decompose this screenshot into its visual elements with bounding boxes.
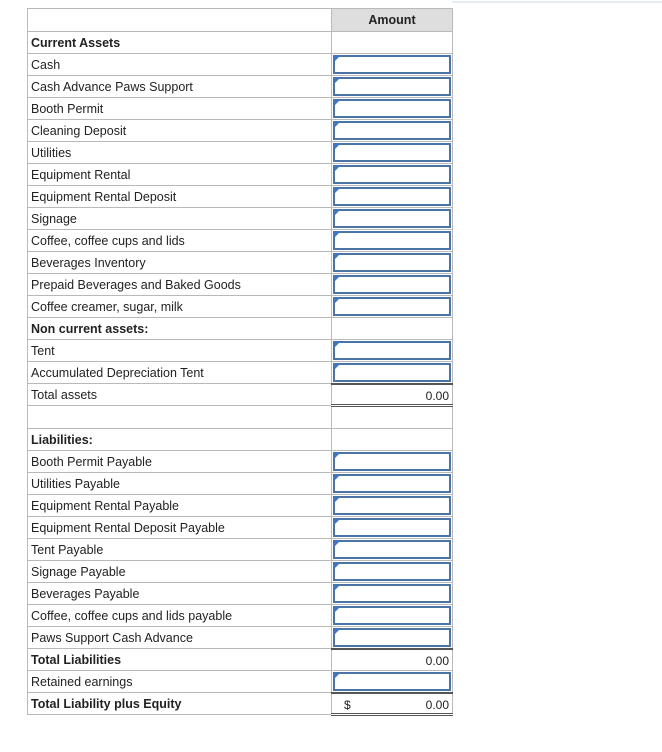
- row-label-retained-earnings: Retained earnings: [28, 671, 332, 693]
- amount-cell: [332, 230, 453, 252]
- table-row: [28, 671, 453, 693]
- amount-input-prepaid-beverages-and-baked-goods[interactable]: [333, 275, 451, 294]
- row-label-paws-support-cash-advance: Paws Support Cash Advance: [28, 627, 332, 649]
- amount-input-tent-payable[interactable]: [333, 540, 451, 559]
- amount-input-utilities-payable[interactable]: [333, 474, 451, 493]
- row-label-total-liability-plus-equity: Total Liability plus Equity: [28, 693, 332, 715]
- amount-input-signage[interactable]: [333, 209, 451, 228]
- row-label-cash-advance-paws-support: Cash Advance Paws Support: [28, 76, 332, 98]
- row-label-equipment-rental-deposit: Equipment Rental Deposit: [28, 186, 332, 208]
- amount-input-utilities[interactable]: [333, 143, 451, 162]
- table-row: [28, 627, 453, 649]
- header-row: [28, 9, 453, 32]
- total-value: 0.00: [425, 653, 449, 668]
- row-label-booth-permit: Booth Permit: [28, 98, 332, 120]
- amount-cell: [332, 252, 453, 274]
- table-row: [28, 362, 453, 384]
- total-cell-total-assets: [332, 384, 453, 406]
- table-row: [28, 451, 453, 473]
- currency-symbol: $: [344, 697, 351, 712]
- amount-cell: [332, 473, 453, 495]
- table-row: [28, 230, 453, 252]
- amount-input-coffee-coffee-cups-and-lids-payable[interactable]: [333, 606, 451, 625]
- amount-cell: [332, 340, 453, 362]
- amount-column-header: Amount: [332, 9, 453, 32]
- row-label-accumulated-depreciation-tent: Accumulated Depreciation Tent: [28, 362, 332, 384]
- amount-cell: [332, 98, 453, 120]
- row-label-signage-payable: Signage Payable: [28, 561, 332, 583]
- row-label-current-assets: Current Assets: [28, 32, 332, 54]
- empty-amount-cell: [332, 32, 453, 54]
- amount-input-booth-permit-payable[interactable]: [333, 452, 451, 471]
- amount-cell: [332, 208, 453, 230]
- amount-cell: [332, 671, 453, 693]
- amount-cell: [332, 54, 453, 76]
- amount-cell: [332, 186, 453, 208]
- table-row: [28, 120, 453, 142]
- row-label-total-assets: Total assets: [28, 384, 332, 406]
- table-row: [28, 76, 453, 98]
- amount-cell: [332, 274, 453, 296]
- amount-input-beverages-inventory[interactable]: [333, 253, 451, 272]
- total-cell-total-liability-plus-equity: [332, 693, 453, 715]
- table-row: [28, 473, 453, 495]
- total-cell-total-liabilities: [332, 649, 453, 671]
- amount-input-coffee-creamer-sugar-milk[interactable]: [333, 297, 451, 316]
- table-row: [28, 32, 453, 54]
- row-label-prepaid-beverages-and-baked-goods: Prepaid Beverages and Baked Goods: [28, 274, 332, 296]
- amount-input-equipment-rental-deposit-payable[interactable]: [333, 518, 451, 537]
- table-row: [28, 54, 453, 76]
- row-label-utilities-payable: Utilities Payable: [28, 473, 332, 495]
- table-row: [28, 561, 453, 583]
- row-label-tent: Tent: [28, 340, 332, 362]
- table-row: [28, 164, 453, 186]
- table-row: [28, 649, 453, 671]
- table-row: [28, 384, 453, 406]
- amount-cell: [332, 142, 453, 164]
- row-label-tent-payable: Tent Payable: [28, 539, 332, 561]
- row-label-blank: [28, 406, 332, 429]
- amount-input-booth-permit[interactable]: [333, 99, 451, 118]
- amount-cell: [332, 164, 453, 186]
- total-value: 0.00: [425, 388, 449, 403]
- amount-input-retained-earnings[interactable]: [333, 672, 451, 691]
- table-row: [28, 274, 453, 296]
- table-row: [28, 406, 453, 429]
- amount-cell: [332, 451, 453, 473]
- table-row: [28, 605, 453, 627]
- row-label-equipment-rental-deposit-payable: Equipment Rental Deposit Payable: [28, 517, 332, 539]
- amount-cell: [332, 362, 453, 384]
- row-label-utilities: Utilities: [28, 142, 332, 164]
- amount-input-cash[interactable]: [333, 55, 451, 74]
- table-row: [28, 186, 453, 208]
- row-label-coffee-coffee-cups-and-lids-payable: Coffee, coffee cups and lids payable: [28, 605, 332, 627]
- label-column-header: [28, 9, 332, 32]
- table-row: [28, 208, 453, 230]
- table-row: [28, 693, 453, 715]
- amount-input-cleaning-deposit[interactable]: [333, 121, 451, 140]
- amount-cell: [332, 627, 453, 649]
- empty-amount-cell: [332, 406, 453, 429]
- amount-input-coffee-coffee-cups-and-lids[interactable]: [333, 231, 451, 250]
- amount-input-paws-support-cash-advance[interactable]: [333, 628, 451, 647]
- amount-input-equipment-rental-deposit[interactable]: [333, 187, 451, 206]
- row-label-non-current-assets: Non current assets:: [28, 318, 332, 340]
- table-row: [28, 296, 453, 318]
- table-row: [28, 429, 453, 451]
- amount-input-tent[interactable]: [333, 341, 451, 360]
- amount-input-cash-advance-paws-support[interactable]: [333, 77, 451, 96]
- amount-cell: [332, 517, 453, 539]
- row-label-cleaning-deposit: Cleaning Deposit: [28, 120, 332, 142]
- table-row: [28, 517, 453, 539]
- row-label-booth-permit-payable: Booth Permit Payable: [28, 451, 332, 473]
- empty-amount-cell: [332, 429, 453, 451]
- amount-cell: [332, 539, 453, 561]
- table-row: [28, 539, 453, 561]
- empty-amount-cell: [332, 318, 453, 340]
- row-label-equipment-rental: Equipment Rental: [28, 164, 332, 186]
- table-row: [28, 583, 453, 605]
- row-label-equipment-rental-payable: Equipment Rental Payable: [28, 495, 332, 517]
- amount-cell: [332, 561, 453, 583]
- amount-input-equipment-rental-payable[interactable]: [333, 496, 451, 515]
- table-row: [28, 318, 453, 340]
- table-row: [28, 142, 453, 164]
- amount-cell: [332, 120, 453, 142]
- balance-sheet-table: [27, 8, 453, 716]
- amount-input-beverages-payable[interactable]: [333, 584, 451, 603]
- amount-input-accumulated-depreciation-tent[interactable]: [333, 363, 451, 382]
- sheet-body: [28, 32, 453, 715]
- row-label-liabilities: Liabilities:: [28, 429, 332, 451]
- row-label-beverages-payable: Beverages Payable: [28, 583, 332, 605]
- table-row: [28, 252, 453, 274]
- amount-cell: [332, 583, 453, 605]
- table-row: [28, 495, 453, 517]
- amount-cell: [332, 495, 453, 517]
- amount-cell: [332, 76, 453, 98]
- amount-cell: [332, 605, 453, 627]
- row-label-coffee-creamer-sugar-milk: Coffee creamer, sugar, milk: [28, 296, 332, 318]
- row-label-signage: Signage: [28, 208, 332, 230]
- row-label-coffee-coffee-cups-and-lids: Coffee, coffee cups and lids: [28, 230, 332, 252]
- row-label-total-liabilities: Total Liabilities: [28, 649, 332, 671]
- table-row: [28, 340, 453, 362]
- total-value: 0.00: [425, 697, 449, 712]
- amount-input-signage-payable[interactable]: [333, 562, 451, 581]
- amount-cell: [332, 296, 453, 318]
- table-row: [28, 98, 453, 120]
- amount-input-equipment-rental[interactable]: [333, 165, 451, 184]
- row-label-cash: Cash: [28, 54, 332, 76]
- row-label-beverages-inventory: Beverages Inventory: [28, 252, 332, 274]
- top-accent-line: [452, 1, 662, 3]
